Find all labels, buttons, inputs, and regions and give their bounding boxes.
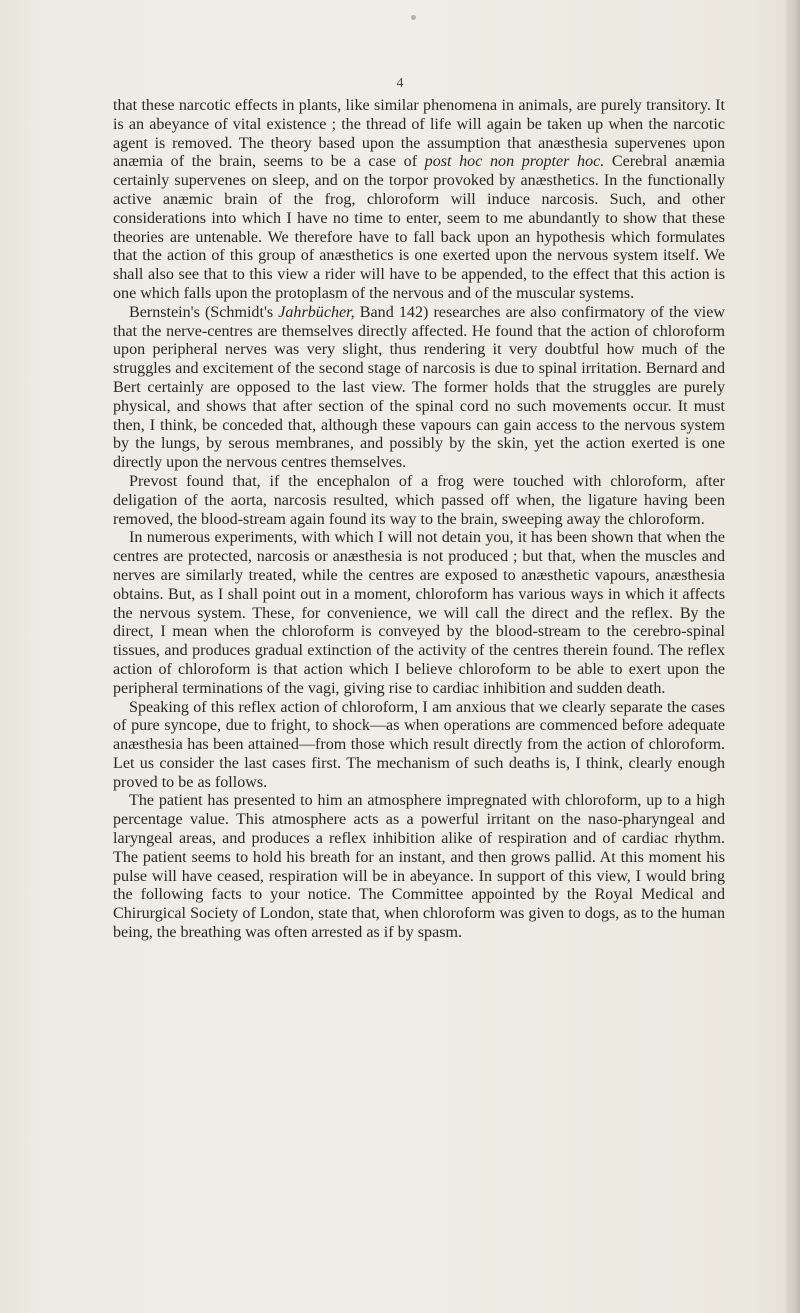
paragraph-2: Bernstein's (Schmidt's Jahrbücher, Band 142) researches are also confirmatory of the view that the nerve-centres are themselves directly affected. He found that the action of chloroform upon peripheral nerves was very slight, thus rendering it very doubtful how much of the struggles and excitement of the second stage of narcosis is due to spinal irritation. Bernard and Bert certainly are opposed to the last view. The former holds that the struggles are purely physical, and shows that after section of the spinal cord no such movements occur. It must then, I think, be conceded that, although these vapours can gain access to the nervous system by the lungs, by serous membranes, and possibly by the skin, yet the action exerted is one directly upon the nervous centres themselves. (113, 303, 726, 472)
paragraph-6: The patient has presented to him an atmosphere impregnated with chloroform, up to a high percentage value. This atmosphere acts as a powerful irritant on the naso-pharyngeal and laryngeal areas, and produces a reflex inhibition alike of respiration and of cardiac rhythm. The patient seems to hold his breath for an instant, and then grows pallid. At this moment his pulse will have ceased, respiration will be in abeyance. In support of this view, I would bring the following facts to your notice. The Committee appointed by the Royal Medical and Chirurgical Society of London, state that, when chloroform was given to dogs, as to the human being, the breathing was often arrested as if by spasm. (113, 792, 725, 942)
paragraph-1: that these narcotic effects in plants, like similar phenomena in animals, are purely transitory. It is an abeyance of vital existence ; the thread of life will again be taken up when the narcotic agent is removed. The theory based upon the assumption that anæsthesia supervenes upon anæmia of the brain, seems to be a case of post hoc non propter hoc. Cerebral anæmia certainly supervenes on sleep, and on the torpor provoked by anæsthetics. In the functionally active anæmic brain of the frog, chloroform will induce narcosis. Such, and other considerations into which I have no time to enter, seem to me abundantly to show that these theories are untenable. We therefore have to fall back upon an hypothesis which formulates that the action of this group of anæsthetics is one exerted upon the nervous system itself. We shall also see that to this view a rider will have to be appended, to the effect that this action is one which falls upon the protoplasm of the nervous and of the muscular systems. (113, 97, 725, 302)
paragraph-4: In numerous experiments, with which I will not detain you, it has been shown that when the centres are protected, narcosis or anæsthesia is not produced ; but that, when the muscles and nerves are similarly treated, while the centres are exposed to anæsthetic vapours, anæsthesia obtains. But, as I shall point out in a moment, chloroform has various ways in which it affects the nervous system. These, for convenience, we will call the direct and the reflex. By the direct, I mean when the chloroform is conveyed by the blood-stream to the cerebro-spinal tissues, and produces gradual extinction of the activity of the centres therein found. The reflex action of chloroform is that action which I believe chloroform to be able to exert upon the peripheral terminations of the vagi, giving rise to cardiac inhibition and sudden death. (113, 529, 725, 697)
paragraph-3: Prevost found that, if the encephalon of a frog were touched with chloroform, after deligation of the aorta, narcosis resulted, which passed off when, the ligature having been removed, the blood-stream again found its way to the brain, sweeping away the chloroform. (113, 472, 725, 528)
ink-spot (411, 15, 416, 20)
page-edge (786, 0, 800, 1313)
journal-title: Jahrbücher, (278, 303, 355, 321)
paragraph-5: Speaking of this reflex action of chloroform, I am anxious that we clearly separate the cases of pure syncope, due to fright, to shock—as when operations are commenced before adequate anæsthesia has been attained—from those which result directly from the action of chloroform. Let us consider the last cases first. The mechanism of such deaths is, I think, clearly enough proved to be as follows. (113, 698, 725, 791)
latin-phrase: post hoc non propter hoc. (424, 153, 605, 171)
page-number: 4 (396, 76, 404, 91)
body-text (113, 97, 725, 943)
